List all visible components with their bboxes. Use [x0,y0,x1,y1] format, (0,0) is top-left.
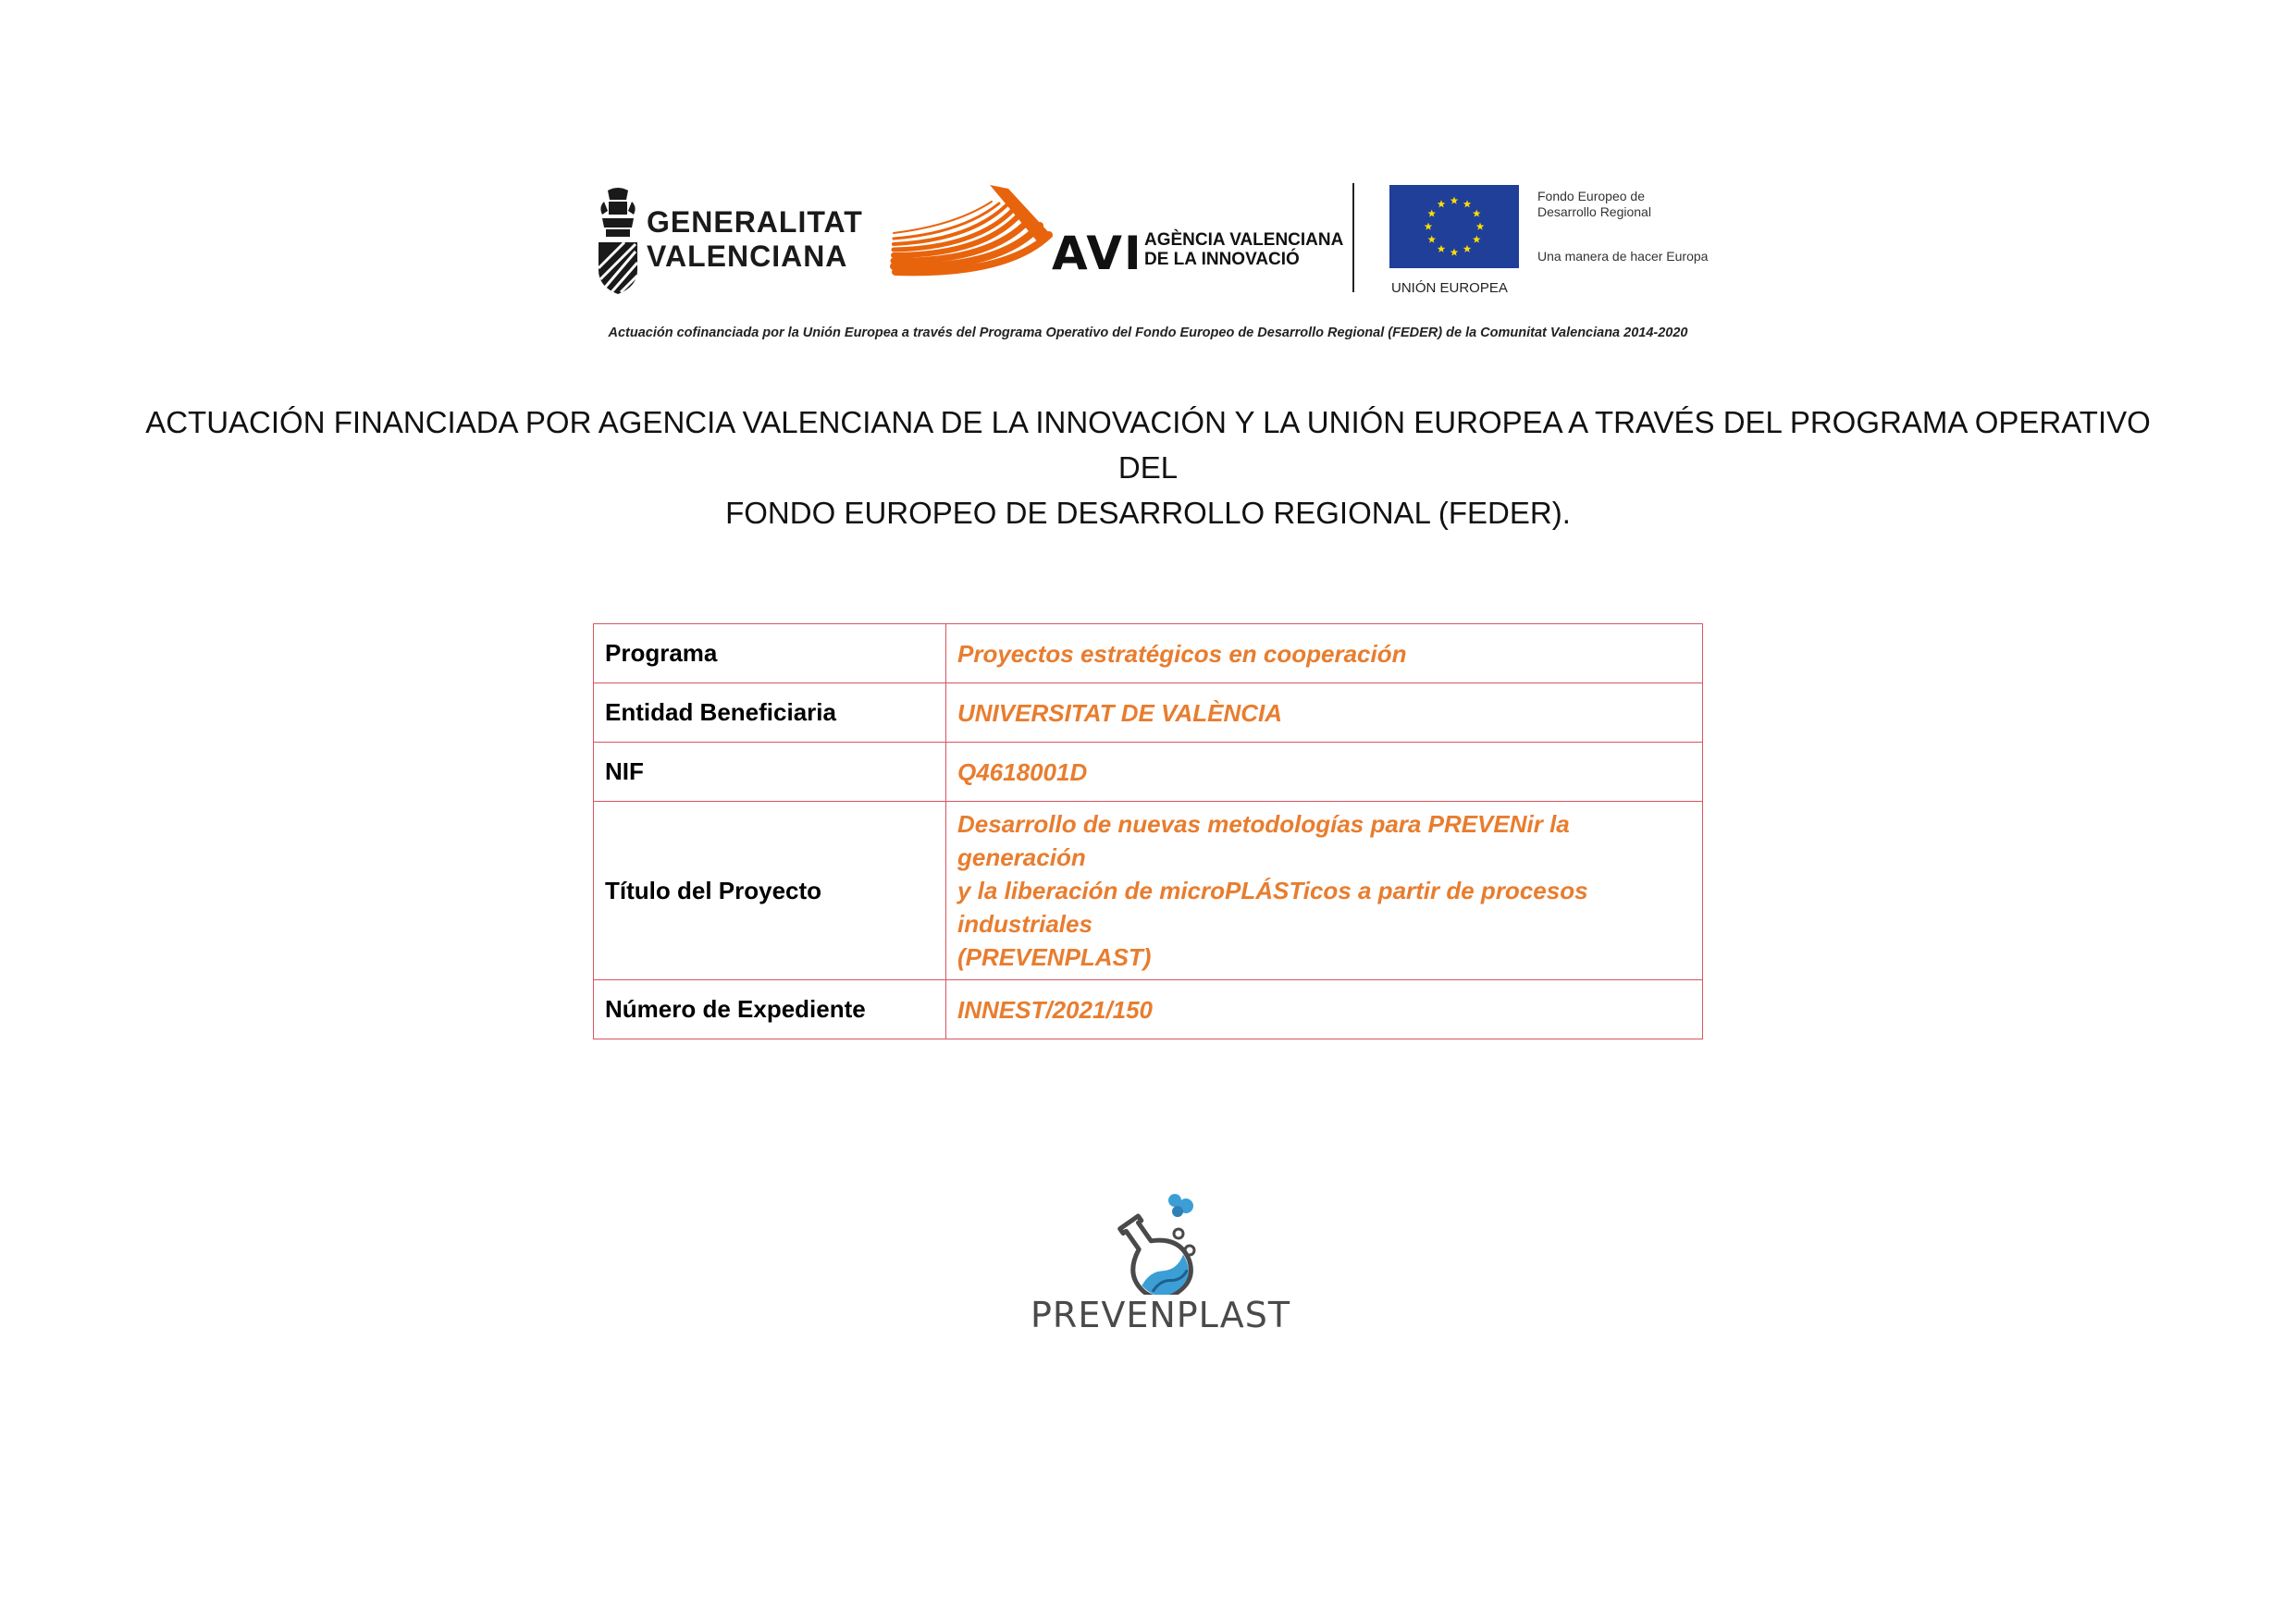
eu-star-icon [1473,236,1481,243]
titulo-line1: Desarrollo de nuevas metodologías para PREVENir la generación [957,810,1570,871]
avi-mark: AVI [1052,227,1143,280]
titulo-line2: y la liberación de microPLÁSTicos a partir de procesos industriales [957,877,1588,938]
row-value-expediente: INNEST/2021/150 [946,980,1703,1039]
table-row [594,980,1703,1039]
eu-stars-icon [1389,185,1519,268]
eu-star-icon [1463,245,1472,252]
eu-star-icon [1450,197,1459,204]
eu-star-icon [1425,223,1433,230]
generalitat-logo-text [647,205,863,274]
row-label-expediente: Número de Expediente [594,980,946,1039]
row-label-entidad: Entidad Beneficiaria [594,683,946,743]
table-row [594,624,1703,683]
row-label-titulo: Título del Proyecto [594,802,946,980]
flask-droplet-icon [1008,1193,1286,1295]
eu-star-icon [1438,200,1446,207]
eu-star-icon [1427,210,1436,217]
row-value-entidad: UNIVERSITAT DE VALÈNCIA [946,683,1703,743]
cofinancing-note: Actuación cofinanciada por la Unión Europea a través del Programa Operativo del Fondo Europeo de Desarrollo Regional (FEDER) de la Comunitat Valenciana 2014-2020 [608,326,1688,340]
row-value-nif: Q4618001D [946,743,1703,802]
eu-star-icon [1450,249,1459,256]
eu-star-icon [1438,245,1446,252]
eu-star-icon [1476,223,1485,230]
main-heading-line2: FONDO EUROPEO DE DESARROLLO REGIONAL (FEDER). [725,496,1571,530]
eu-fund-text [1537,189,1651,220]
avi-swoosh-icon [890,183,1056,287]
eu-motto: Una manera de hacer Europa [1537,249,1709,264]
row-label-nif: NIF [594,743,946,802]
main-heading [139,400,2157,535]
logo-divider [1352,183,1354,292]
avi-line1: AGÈNCIA VALENCIANA [1144,230,1344,250]
eu-flag-icon [1389,185,1519,268]
prevenplast-name: PREVENPLAST [1031,1295,1291,1335]
prevenplast-logo [1008,1193,1291,1341]
table-row [594,802,1703,980]
coat-of-arms-icon [595,187,641,296]
row-value-programa: Proyectos estratégicos en cooperación [946,624,1703,683]
eu-fund-line1: Fondo Europeo de [1537,189,1645,203]
eu-star-icon [1463,200,1472,207]
generalitat-line1: GENERALITAT [647,205,863,239]
row-value-titulo [946,802,1703,980]
eu-feder-logo [1389,185,1778,301]
main-heading-line1: ACTUACIÓN FINANCIADA POR AGENCIA VALENCIANA DE LA INNOVACIÓN Y LA UNIÓN EUROPEA A TRAVÉS DEL PROGRAMA OPERATIVO DEL [145,405,2151,485]
table-row [594,743,1703,802]
avi-line2: DE LA INNOVACIÓ [1144,250,1300,269]
generalitat-valenciana-logo [595,187,863,296]
project-info-table [593,623,1703,1039]
avi-logo [890,183,1344,287]
row-label-programa: Programa [594,624,946,683]
eu-label: UNIÓN EUROPEA [1391,280,1508,296]
table-row [594,683,1703,743]
titulo-line3: (PREVENPLAST) [957,943,1152,971]
generalitat-line2: VALENCIANA [647,240,848,273]
eu-star-icon [1427,236,1436,243]
eu-fund-line2: Desarrollo Regional [1537,204,1651,219]
eu-star-icon [1473,210,1481,217]
avi-logo-text [1144,230,1343,269]
